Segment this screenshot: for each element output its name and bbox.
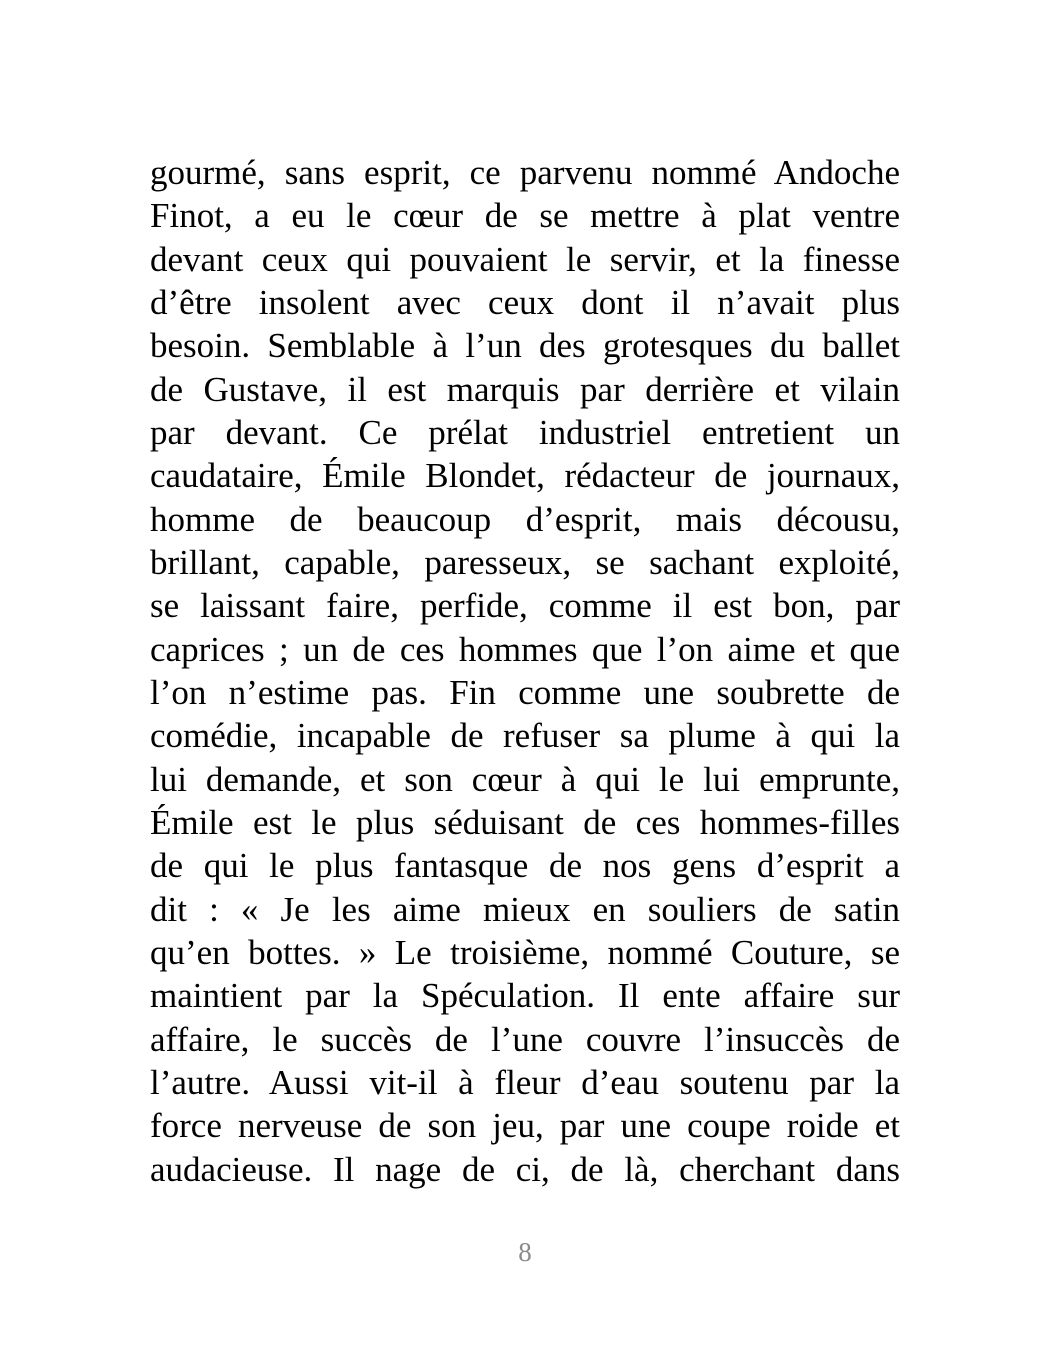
- page-number: 8: [518, 1237, 532, 1267]
- text-line: l’on n’estime pas. Fin comme une soubrette de: [150, 672, 900, 712]
- text-line: brillant, capable, paresseux, se sachant exploité,: [150, 542, 900, 582]
- text-line: affaire, le succès de l’une couvre l’insuccès de: [150, 1019, 900, 1059]
- text-line: lui demande, et son cœur à qui le lui emprunte,: [150, 759, 900, 799]
- text-line: caprices ; un de ces hommes que l’on aime et que: [150, 629, 900, 669]
- text-line: maintient par la Spéculation. Il ente affaire sur: [150, 976, 900, 1016]
- text-line: qu’en bottes. » Le troisième, nommé Couture, se: [150, 932, 900, 972]
- text-line: Finot, a eu le cœur de se mettre à plat ventre: [150, 196, 900, 236]
- text-line: dit : « Je les aime mieux en souliers de satin: [150, 889, 900, 929]
- text-line: se laissant faire, perfide, comme il est bon, par: [150, 586, 900, 626]
- text-line: homme de beaucoup d’esprit, mais décousu,: [150, 499, 900, 539]
- text-line: de qui le plus fantasque de nos gens d’esprit a: [150, 846, 900, 886]
- text-line: d’être insolent avec ceux dont il n’avait plus: [150, 282, 900, 322]
- text-line: devant ceux qui pouvaient le servir, et la finesse: [150, 239, 900, 279]
- text-line: l’autre. Aussi vit-il à fleur d’eau soutenu par la: [150, 1062, 900, 1102]
- text-line: gourmé, sans esprit, ce parvenu nommé Andoche: [150, 153, 900, 192]
- text-line: besoin. Semblable à l’un des grotesques du ballet: [150, 326, 900, 366]
- text-line: de Gustave, il est marquis par derrière et vilain: [150, 369, 900, 409]
- text-line: Émile est le plus séduisant de ces hommes-filles: [150, 802, 900, 842]
- text-line: comédie, incapable de refuser sa plume à qui la: [150, 716, 900, 756]
- text-line: force nerveuse de son jeu, par une coupe roide et: [150, 1106, 900, 1146]
- text-line: caudataire, Émile Blondet, rédacteur de journaux,: [150, 456, 900, 496]
- text-line: audacieuse. Il nage de ci, de là, cherchant dans: [150, 1149, 900, 1189]
- body-text: [150, 151, 900, 1191]
- text-line: par devant. Ce prélat industriel entretient un: [150, 412, 900, 452]
